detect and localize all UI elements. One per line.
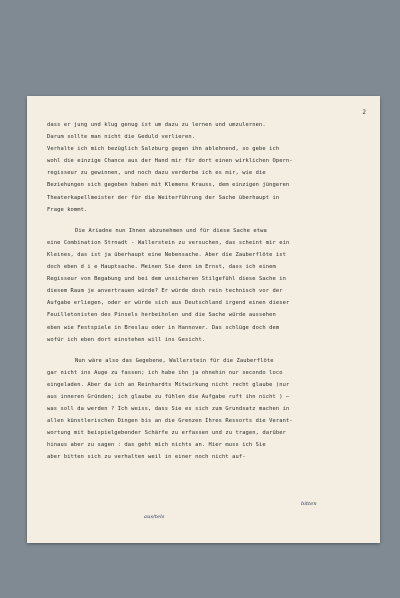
text-line: was soll da werden ? Ich weiss, dass Sie es sich zum Grundsatz machen in (47, 406, 290, 413)
text-line: Beziehungen sich gegeben haben mit Klemens Krauss, dem einzigen jüngeren (47, 182, 290, 189)
paragraph-1 (47, 119, 369, 216)
text-line: Frage kommt. (47, 206, 88, 213)
handwritten-insertion: bitten (301, 501, 317, 507)
text-line: wofür ich eben dort einstehen will ins Gesicht. (47, 336, 206, 343)
text-line: Verhalte ich mich bezüglich Salzburg gegen ihn ablehnend, so gebe ich (47, 146, 280, 153)
paragraph-3 (47, 355, 369, 464)
text-line: Regisseur von Begabung und bei dem unsicheren Stilgefühl diese Sache in (47, 276, 286, 283)
handwritten-annotation: aus/tels (144, 514, 165, 520)
text-line: Kleines, das ist ja überhaupt eine Nebensache. Aber die Zauberflöte ist (47, 251, 286, 258)
text-line: allen künstlerischen Dingen bis an die Grenzen Ihres Ressorts die Verant- (47, 418, 293, 425)
text-line: eben wie Festspiele in Breslau oder in Hannover. Das schlüge doch dem (47, 324, 280, 331)
text-line: Die Ariadne nun Ihnen abzunehmen und für diese Sache etwa (75, 227, 267, 234)
typewritten-letter-page (27, 96, 380, 543)
text-line: eingeladen. Aber da ich an Reinhardts Mitwirkung nicht recht glaube (nur (47, 381, 290, 388)
letter-body (47, 119, 369, 520)
page-number: 2 (362, 109, 366, 116)
text-line: Feuilletonisten des Pinsels herbeiholen und die Sache würde aussehen (47, 312, 276, 319)
paragraph-2 (47, 225, 369, 346)
text-line: Nun wäre also das Gegebene, Wallerstein für die Zauberflöte (75, 357, 274, 364)
text-line: diesem Raum je anvertrauen würde? Er würde doch rein technisch vor der (47, 288, 283, 295)
text-line: gar nicht ins Auge zu fassen; ich habe ihn ja ohnehin nur secondo loco (47, 369, 283, 376)
text-line: Theaterkapellmeister der für die Weiterführung der Sache überhaupt in (47, 194, 280, 201)
text-line: hinaus aber zu sagen : das geht mich nichts an. Hier muss ich Sie (47, 442, 266, 449)
text-line: wortung mit beispielgebender Schärfe zu erfassen und zu tragen, darüber (47, 430, 286, 437)
text-line: doch eben d i e Hauptsache. Meinen Sie denn im Ernst, dass ich einem (47, 264, 276, 271)
text-line: regisseur zu gewinnen, und noch dazu verderbe ich es mir, wie die (47, 170, 266, 177)
text-line: Aufgabe erliegen, oder er würde sich aus Deutschland irgend einen dieser (47, 300, 290, 307)
text-line: eine Combination Strnadt - Wallerstein zu versuchen, das scheint mir ein (47, 239, 290, 246)
text-line: wohl die einzige Chance aus der Hand mir für dort einen wirklichen Opern- (47, 158, 293, 165)
text-line: dass er jung und klug genug ist um dazu zu lernen und umzulernen. (47, 122, 266, 128)
text-line: aus inneren Gründen; ich glaube zu fühlen die Aufgabe ruft ihn nicht ) — (47, 393, 290, 400)
text-line: Darum sollte man nicht die Geduld verlieren. (47, 134, 196, 141)
text-line: aber bitten sich zu verhalten weil in einer noch nicht auf- (47, 454, 246, 461)
